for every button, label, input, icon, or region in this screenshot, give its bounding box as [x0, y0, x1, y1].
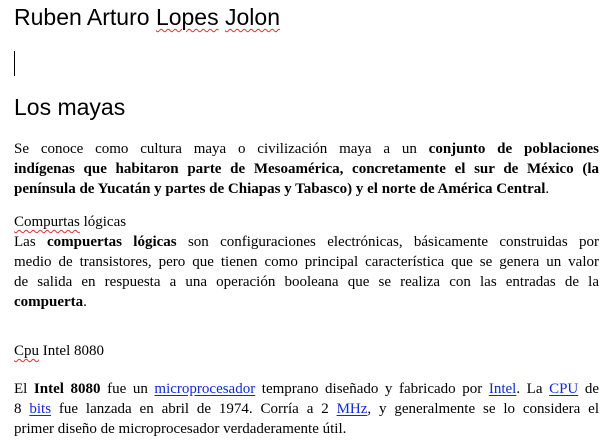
paragraph-mayas-line-2 [14, 159, 599, 179]
cpu-heading-rest: Intel 8080 [39, 343, 105, 359]
author-middle-name: Arturo [86, 4, 150, 30]
mayas-bold-2: indígenas que habitaron parte de Mesoamérica, concretamente el sur de México (la [14, 161, 599, 177]
author-last-name-1: Lopes [155, 4, 219, 30]
logic-bold-term: compuertas lógicas [46, 234, 177, 250]
logic-gates-line-1 [14, 232, 599, 252]
author-last-name-2: Jolon [225, 4, 280, 30]
mayas-bold-3: península de Yucatán y partes de Chiapas y Tabasco) y el norte de América Central [14, 181, 546, 197]
text-cursor [14, 51, 15, 76]
cpu-text-8: , y generalmente se lo considera el [367, 401, 600, 417]
paragraph-cpu [14, 379, 599, 439]
logic-gates-heading [14, 212, 599, 232]
cpu-text-2: fue un [100, 381, 155, 397]
logic-bold-end: compuerta [14, 294, 84, 310]
cpu-heading [14, 341, 599, 361]
title-heading: Los mayas [14, 94, 126, 120]
logic-heading-misspelled-word: Compurtas [14, 214, 80, 230]
section-logic-gates [14, 212, 599, 312]
logic-gates-line-2: medio de transistores, pero que tienen como principal característica que se genera un valor [14, 254, 599, 270]
cpu-line-3: primer diseño de microprocesador verdaderamente útil. [14, 421, 347, 437]
link-microprocesador[interactable]: microprocesador [154, 381, 256, 397]
mayas-bold-1: conjunto de poblaciones [428, 141, 599, 157]
logic-text-rest: son configuraciones electrónicas, básicamente construidas por [176, 234, 599, 250]
mayas-end: . [545, 181, 550, 197]
cpu-line-2 [14, 399, 599, 419]
cpu-text-5: de [578, 381, 600, 397]
author-first-name: Ruben [14, 4, 82, 30]
cpu-text-3: temprano diseñado y fabricado por [255, 381, 489, 397]
logic-gates-line-3: de salida en respuesta a una operación booleana que se realiza con las entradas de la [14, 274, 599, 290]
link-bits[interactable]: bits [29, 401, 52, 417]
author-name-heading [14, 3, 280, 31]
logic-end: . [83, 294, 87, 310]
logic-text-start: Las [14, 234, 47, 250]
paragraph-mayas-line-3 [14, 179, 599, 199]
cpu-bold-name: Intel 8080 [33, 381, 101, 397]
paragraph-mayas-line-1 [14, 139, 599, 159]
link-mhz[interactable]: MHz [336, 401, 368, 417]
cpu-text-4: . La [516, 381, 550, 397]
logic-heading-word-2: lógicas [79, 214, 127, 230]
cpu-text-6: 8 [14, 401, 30, 417]
cpu-text-1: El [14, 381, 34, 397]
link-cpu[interactable]: CPU [549, 381, 579, 397]
paragraph-mayas [14, 139, 599, 199]
link-intel[interactable]: Intel [488, 381, 517, 397]
cpu-heading-misspelled-word: Cpu [14, 343, 40, 359]
logic-gates-line-4 [14, 292, 599, 312]
cpu-text-7: fue lanzada en abril de 1974. Corría a 2 [51, 401, 337, 417]
mayas-text: Se conoce como cultura maya o civilización maya a un [14, 141, 429, 157]
cpu-line-1 [14, 379, 599, 399]
